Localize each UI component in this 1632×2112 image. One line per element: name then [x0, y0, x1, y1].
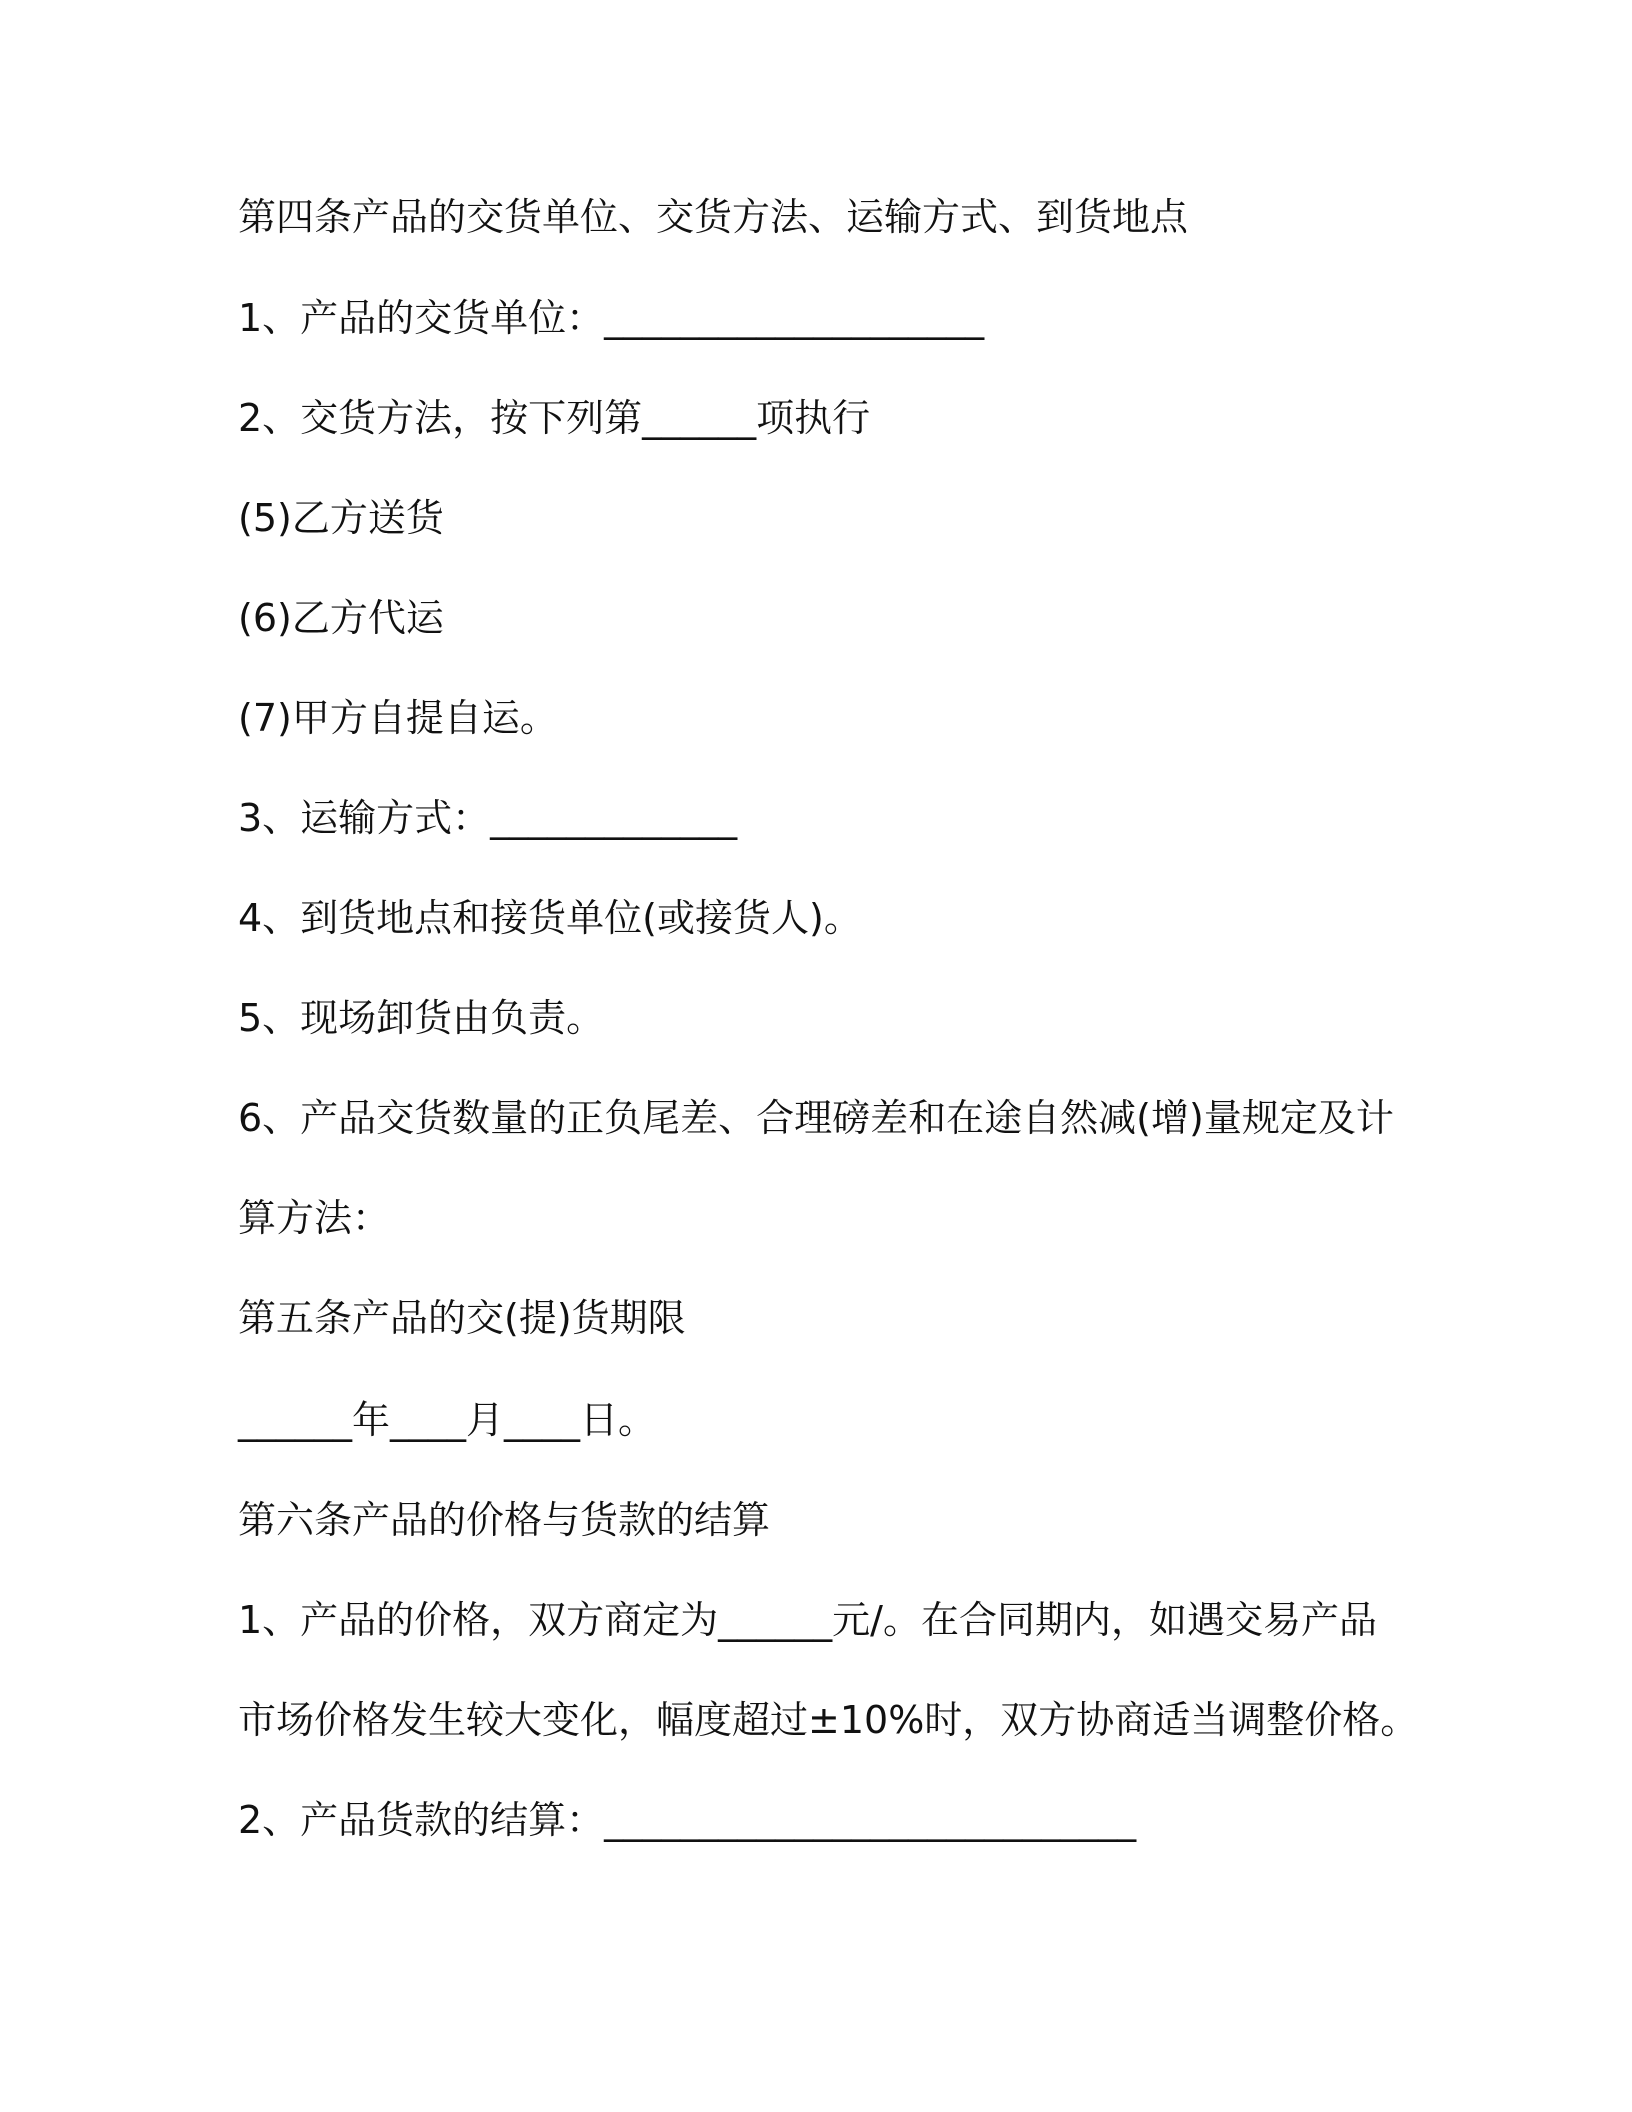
option-7: (7)甲方自提自运。	[238, 696, 558, 740]
price-clause-cont: 市场价格发生较大变化，幅度超过±10%时，双方协商适当调整价格。	[238, 1698, 1419, 1742]
article-5-heading: 第五条产品的交(提)货期限	[238, 1296, 686, 1340]
quantity-tolerance-clause-cont: 算方法：	[238, 1196, 391, 1240]
delivery-unit-clause: 1、产品的交货单位：____________________	[238, 296, 985, 340]
option-5: (5)乙方送货	[238, 496, 444, 540]
delivery-method-clause: 2、交货方法，按下列第______项执行	[238, 396, 871, 440]
transport-method-clause: 3、运输方式：_____________	[238, 796, 738, 840]
option-6: (6)乙方代运	[238, 596, 444, 640]
unloading-clause: 5、现场卸货由负责。	[238, 996, 605, 1040]
article-4-heading: 第四条产品的交货单位、交货方法、运输方式、到货地点	[238, 195, 1189, 239]
quantity-tolerance-clause: 6、产品交货数量的正负尾差、合理磅差和在途自然减(增)量规定及计	[238, 1096, 1394, 1140]
destination-clause: 4、到货地点和接货单位(或接货人)。	[238, 896, 862, 940]
article-6-heading: 第六条产品的价格与货款的结算	[238, 1498, 771, 1542]
delivery-date-line: ______年____月____日。	[238, 1398, 657, 1442]
price-clause: 1、产品的价格，双方商定为______元/。在合同期内，如遇交易产品	[238, 1598, 1377, 1642]
payment-settlement-clause: 2、产品货款的结算：____________________________	[238, 1798, 1137, 1842]
